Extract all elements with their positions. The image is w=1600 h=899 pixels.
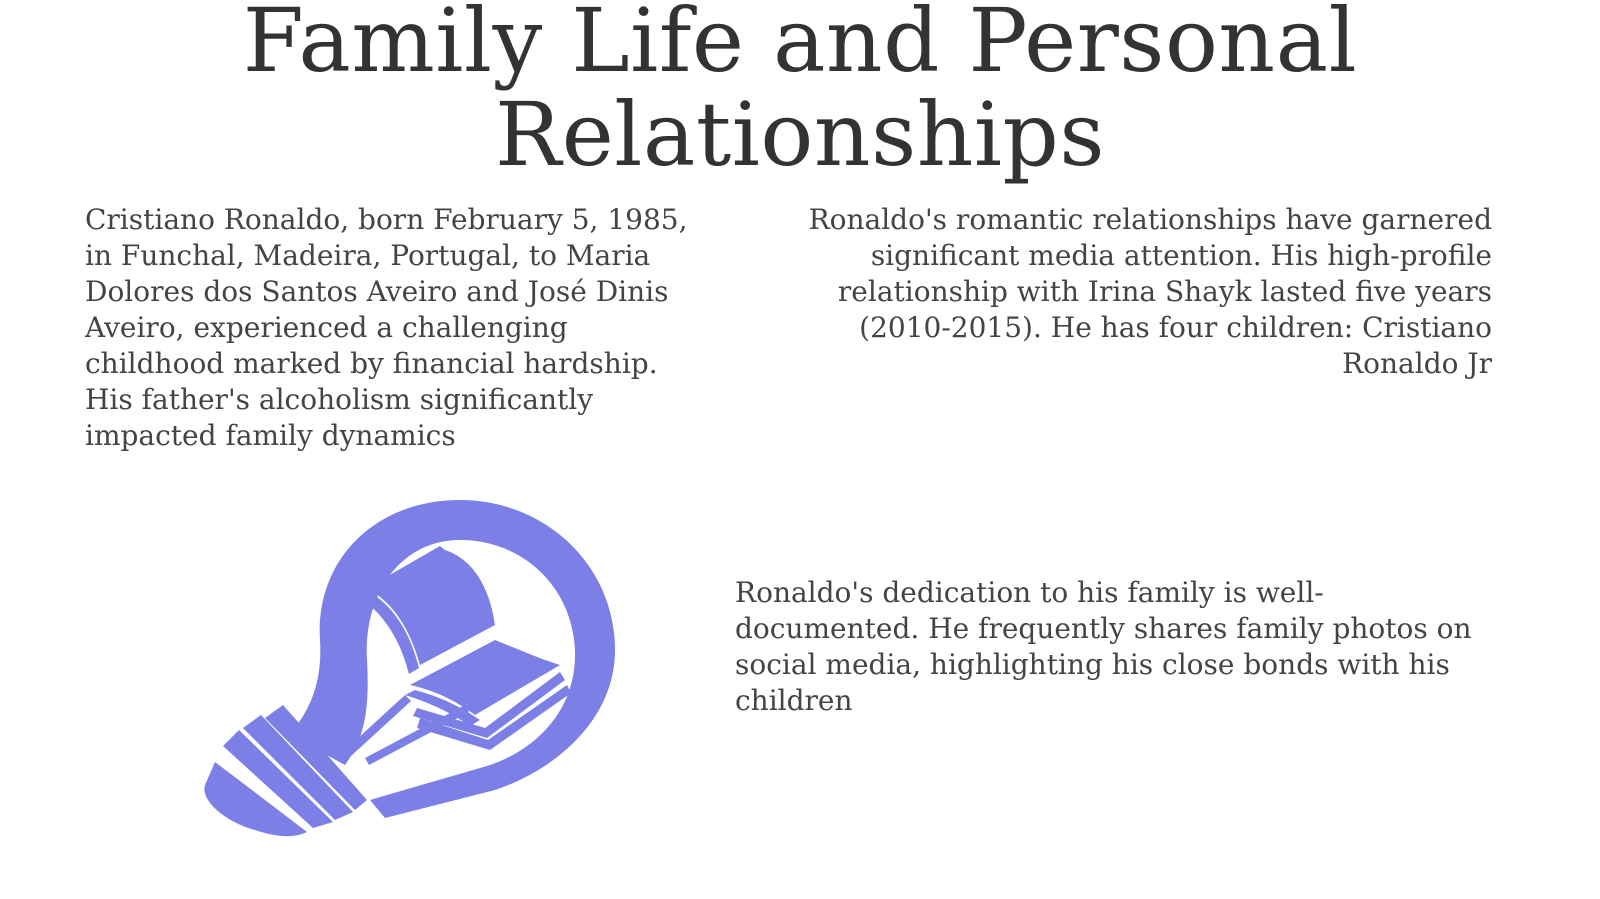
paragraph-childhood: Cristiano Ronaldo, born February 5, 1985, in Funchal, Madeira, Portugal, to Maria Dolores dos Santos Aveiro and José Dinis Aveiro, experienced a challenging childhood marked by financial hardship. His father's alcoholism significantly impacted family dynamics bbox=[85, 203, 688, 452]
title-line-2: Relationships bbox=[494, 83, 1106, 186]
title-line-1: Family Life and Personal bbox=[242, 0, 1358, 92]
paragraph-relationships: Ronaldo's romantic relationships have garnered significant media attention. His high-profile relationship with Irina Shayk lasted five years (2010-2015). He has four children: Cristiano Ronaldo Jr bbox=[808, 203, 1492, 380]
slide-title bbox=[0, 0, 1600, 186]
paragraph-family-dedication: Ronaldo's dedication to his family is well-documented. He frequently shares family photos on social media, highlighting his close bonds with his children bbox=[735, 576, 1472, 717]
lightbulb-book-icon bbox=[195, 500, 625, 860]
